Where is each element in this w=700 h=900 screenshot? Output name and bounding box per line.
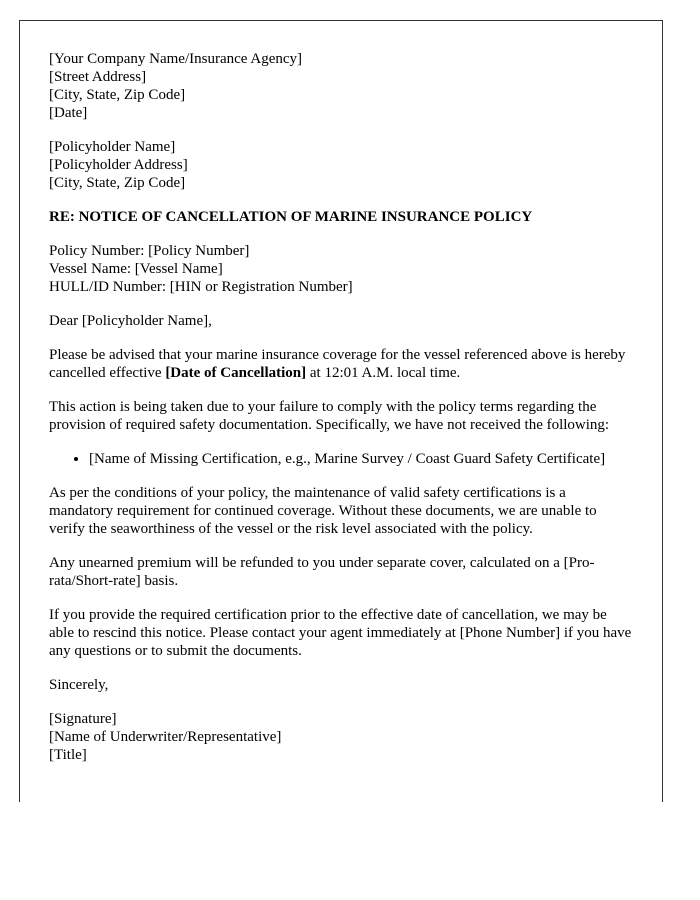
vessel-name: Vessel Name: [Vessel Name]	[49, 261, 223, 277]
para1-text: Please be advised that your marine insurance coverage for the vessel referenced above is hereby cancelled effective	[49, 347, 626, 381]
paragraph-rescind: If you provide the required certification prior to the effective date of cancellation, we may be able to rescind this notice. Please contact your agent immediately at [Phone Number] if you have any questions or to submit the documents.	[49, 607, 632, 659]
recipient-block	[49, 138, 633, 192]
signer-title: [Title]	[49, 747, 87, 763]
paragraph-cancellation	[49, 346, 633, 382]
missing-documents-list	[49, 450, 633, 468]
recipient-address: [Policyholder Address]	[49, 157, 188, 173]
hull-id-number: HULL/ID Number: [HIN or Registration Number]	[49, 279, 353, 295]
letter-date: [Date]	[49, 105, 88, 121]
salutation: Dear [Policyholder Name],	[49, 313, 212, 329]
paragraph-conditions: As per the conditions of your policy, the maintenance of valid safety certifications is a mandatory requirement for continued coverage. Without these documents, we are unable to verify the seaworthiness of the vessel or the risk level associated with the policy.	[49, 485, 597, 537]
para1-text-end: at 12:01 A.M. local time.	[306, 365, 461, 381]
list-item: • [Name of Missing Certification, e.g., Marine Survey / Coast Guard Safety Certificate]	[89, 450, 633, 468]
recipient-city: [City, State, Zip Code]	[49, 175, 186, 191]
subject-line: RE: NOTICE OF CANCELLATION OF MARINE INSURANCE POLICY	[49, 209, 533, 225]
policy-details	[49, 242, 633, 296]
sender-block	[49, 50, 633, 122]
sender-company: [Your Company Name/Insurance Agency]	[49, 51, 303, 67]
policy-number: Policy Number: [Policy Number]	[49, 243, 250, 259]
paragraph-refund: Any unearned premium will be refunded to you under separate cover, calculated on a [Pro-rata/Short-rate] basis.	[49, 555, 595, 589]
sender-city: [City, State, Zip Code]	[49, 87, 186, 103]
paragraph-reason: This action is being taken due to your failure to comply with the policy terms regarding the provision of required safety documentation. Specifically, we have not received the following:	[49, 399, 610, 433]
signature-block	[49, 710, 633, 764]
signer-name: [Name of Underwriter/Representative]	[49, 729, 282, 745]
recipient-name: [Policyholder Name]	[49, 139, 176, 155]
signature: [Signature]	[49, 711, 117, 727]
closing: Sincerely,	[49, 677, 109, 693]
sender-street: [Street Address]	[49, 69, 147, 85]
letter-document	[19, 20, 663, 802]
cancellation-date: [Date of Cancellation]	[165, 365, 307, 381]
